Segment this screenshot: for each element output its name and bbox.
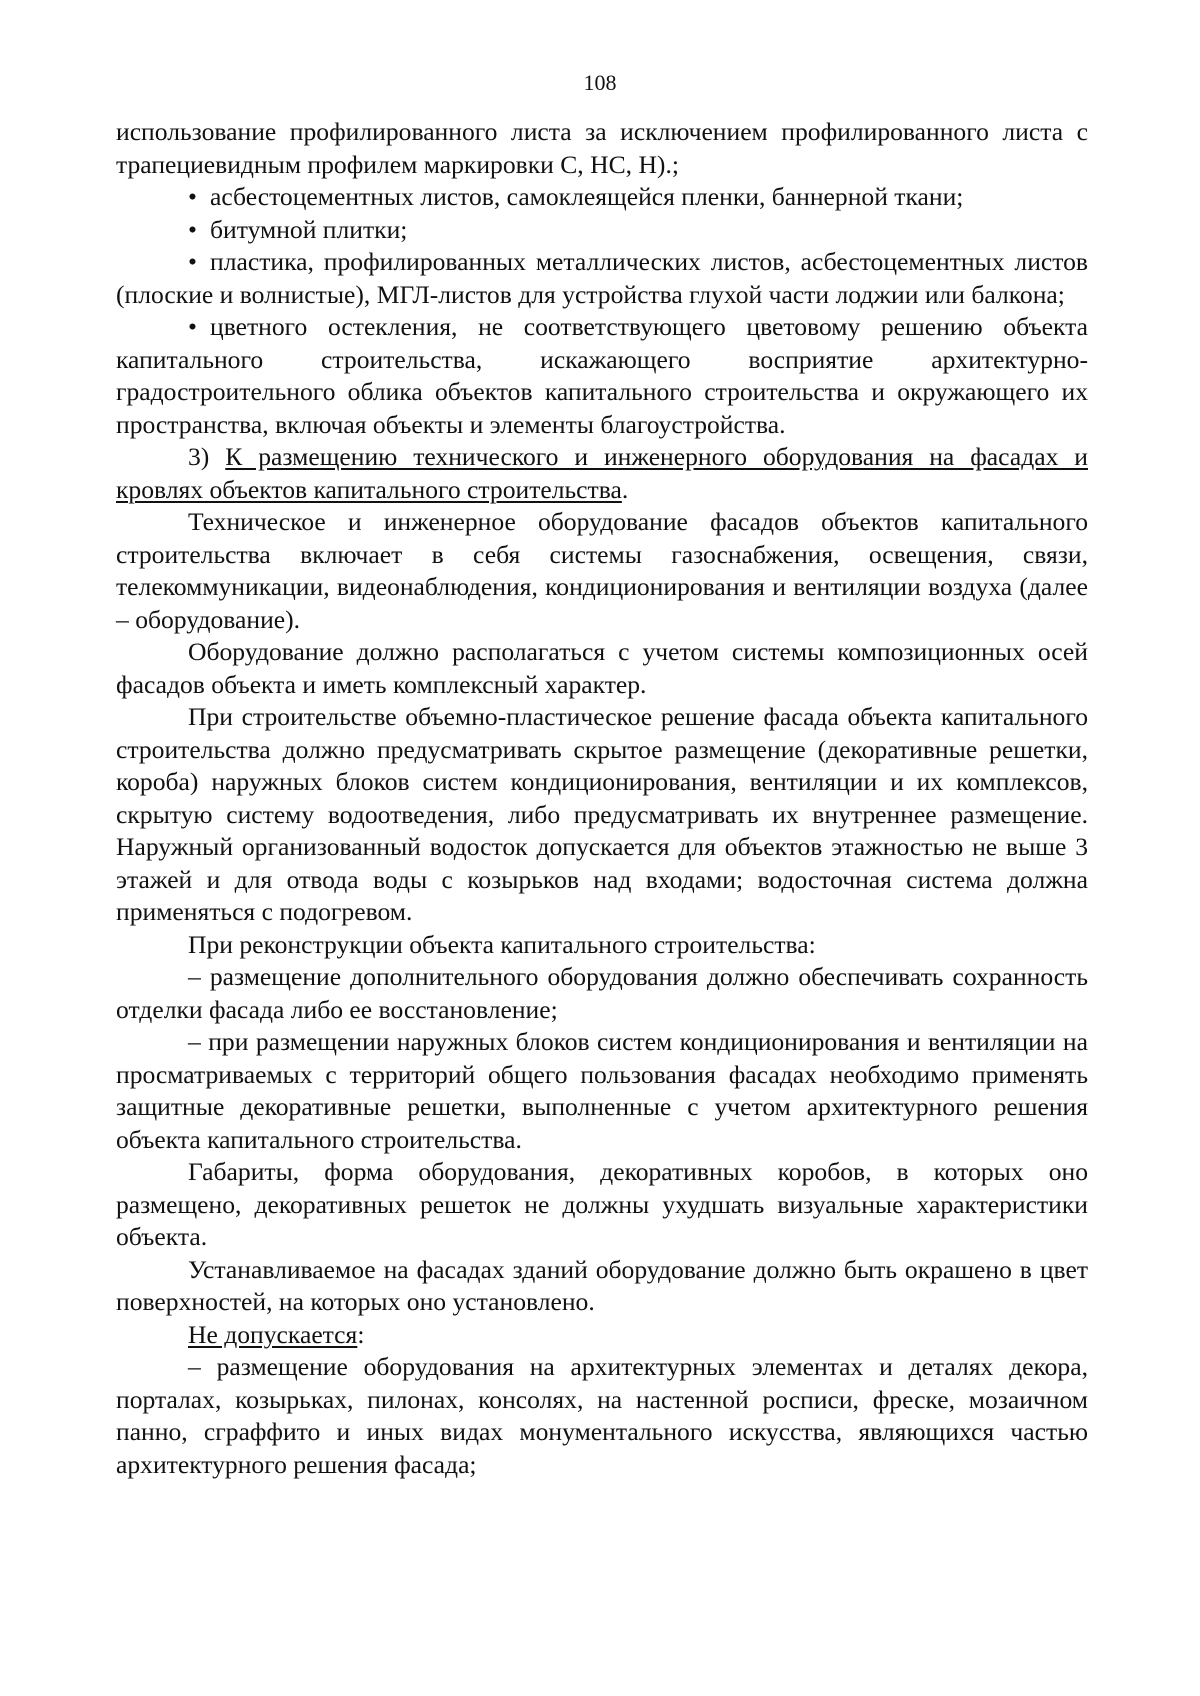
section-title-period: . xyxy=(621,474,629,504)
bullet-text: асбестоцементных листов, самоклеящейся пленки, баннерной ткани; xyxy=(210,182,964,211)
section-heading xyxy=(116,441,1088,506)
paragraph-continuation xyxy=(116,116,1088,181)
subheading-colon: : xyxy=(357,1319,365,1349)
paragraph xyxy=(116,929,1088,962)
paragraph-text: При реконструкции объекта капитального строительства: xyxy=(188,929,816,959)
paragraph xyxy=(116,506,1088,636)
bullet-icon: • xyxy=(188,247,197,276)
dash-item xyxy=(116,1026,1088,1156)
bullet-icon: • xyxy=(188,312,197,341)
paragraph-text: Техническое и инженерное оборудование фасадов объектов капитального строительства включает в себя системы газоснабжения, освещения, связи, телекоммуникации, видеонаблюдения, кондиционирования и вентиляции воздуха (далее – оборудование). xyxy=(116,507,1088,634)
paragraph-text: Оборудование должно располагаться с учетом системы композиционных осей фасадов объекта и иметь комплексный характер. xyxy=(116,637,1088,699)
bullet-text: битумной плитки; xyxy=(210,214,408,244)
bullet-text: цветного остекления, не соответствующего цветовому решению объекта капитального строительства, искажающего восприятие архитектурно-градостроительного облика объектов капитального строительства и окружающего их пространства, включая объекты и элементы благоустройства. xyxy=(116,312,1088,439)
section-title: К размещению технического и инженерного оборудования на фасадах и кровлях объектов капитального строительства xyxy=(116,442,1088,504)
dash-item xyxy=(116,961,1088,1026)
dash-item xyxy=(116,1351,1088,1481)
paragraph-text: Габариты, форма оборудования, декоративных коробов, в которых оно размещено, декоративных решеток не должны ухудшать визуальные характеристики объекта. xyxy=(116,1157,1088,1251)
paragraph xyxy=(116,636,1088,701)
bullet-item xyxy=(116,214,1088,247)
bullet-icon: • xyxy=(188,214,197,244)
paragraph xyxy=(116,1254,1088,1319)
bullet-item xyxy=(116,311,1088,441)
paragraph xyxy=(116,1156,1088,1254)
paragraph-text: Устанавливаемое на фасадах зданий оборудование должно быть окрашено в цвет поверхностей, на которых оно установлено. xyxy=(116,1254,1088,1316)
subheading xyxy=(116,1319,1088,1352)
bullet-text: пластика, профилированных металлических листов, асбестоцементных листов (плоские и волнистые), МГЛ-листов для устройства глухой части лоджии или балкона; xyxy=(116,247,1088,309)
bullet-item xyxy=(116,181,1088,214)
subheading-text: Не допускается xyxy=(188,1319,358,1349)
paragraph-text: – размещение дополнительного оборудования должно обеспечивать сохранность отделки фасада либо ее восстановление; xyxy=(116,962,1088,1024)
bullet-icon: • xyxy=(188,182,197,211)
paragraph-text: При строительстве объемно-пластическое решение фасада объекта капитального строительства должно предусматривать скрытое размещение (декоративные решетки, короба) наружных блоков систем кондиционирования, вентиляции и их комплексов, скрытую систему водоотведения, либо предусматривать их внутреннее размещение. Наружный организованный водосток допускается для объектов этажностью не выше 3 этажей и для отвода воды с козырьков над входами; водосточная система должна применяться с подогревом. xyxy=(116,702,1088,926)
paragraph-text: использование профилированного листа за исключением профилированного листа с трапециевидным профилем маркировки С, НС, Н).; xyxy=(116,117,1088,179)
bullet-item xyxy=(116,246,1088,311)
document-body xyxy=(116,116,1088,1481)
page-number: 108 xyxy=(583,70,617,95)
section-number: 3) xyxy=(188,442,210,471)
paragraph-text: – при размещении наружных блоков систем кондиционирования и вентиляции на просматриваемых с территорий общего пользования фасадах необходимо применять защитные декоративные решетки, выполненные с учетом архитектурного решения объекта капитального строительства. xyxy=(116,1027,1088,1154)
paragraph-text: – размещение оборудования на архитектурных элементах и деталях декора, порталах, козырьках, пилонах, консолях, на настенной росписи, фреске, мозаичном панно, сграффито и иных видах монументального искусства, являющихся частью архитектурного решения фасада; xyxy=(116,1352,1088,1479)
paragraph xyxy=(116,701,1088,929)
